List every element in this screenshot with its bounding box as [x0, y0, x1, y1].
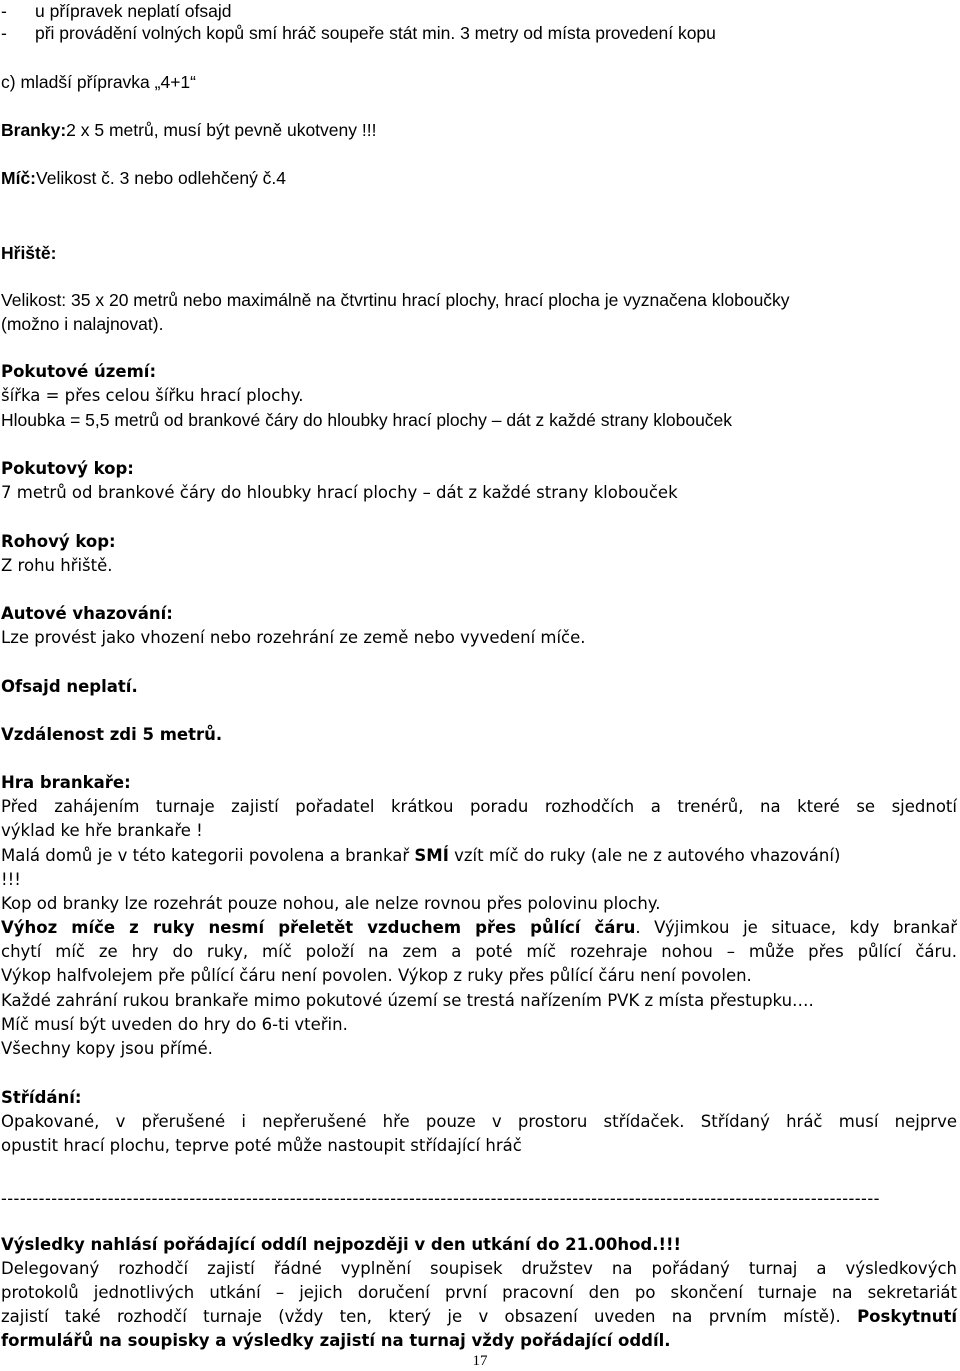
pokutove-uzemi-text: Hloubka = 5,5 metrů od brankové čáry do hloubky hrací plochy – dát z každé strany klobouček: [1, 410, 733, 430]
text-run-bold: Poskytnutí: [857, 1307, 957, 1326]
hra-brankare-text: Všechny kopy jsou přímé.: [1, 1039, 213, 1058]
text-run: Malá domů je v této kategorii povolena a brankař: [1, 846, 415, 865]
category-heading: c) mladší přípravka „4+1“: [1, 72, 196, 92]
hra-brankare-text: Před zahájením turnaje zajistí pořadatel krátkou poradu rozhodčích a trenérů, na které se sjednotí: [1, 797, 957, 816]
hra-brankare-heading: Hra brankaře:: [1, 773, 131, 792]
mic-value: Velikost č. 3 nebo odlehčený č.4: [36, 168, 287, 188]
rohovy-kop-text: Z rohu hřiště.: [1, 556, 113, 575]
hra-brankare-text: Každé zahrání rukou brankaře mimo pokutové území se trestá nařízením PVK z místa přestupku….: [1, 991, 814, 1010]
hriste-text: Velikost: 35 x 20 metrů nebo maximálně na čtvrtinu hrací plochy, hrací plocha je vyznačena kloboučky: [1, 290, 790, 310]
bullet-dash: -: [1, 23, 7, 43]
autove-vhazovani-heading: Autové vhazování:: [1, 604, 173, 623]
vysledky-text: [1, 1306, 957, 1328]
vysledky-text: protokolů jednotlivých utkání – jejich doručení první pracovní den po skončení turnaje na sekretariát: [1, 1283, 957, 1302]
hra-brankare-text: [1, 917, 957, 939]
bullet-dash: -: [1, 1, 7, 21]
mic-line: [1, 167, 286, 189]
bullet-item: [1, 22, 716, 44]
pokutovy-kop-heading: Pokutový kop:: [1, 459, 134, 478]
rohovy-kop-heading: Rohový kop:: [1, 532, 116, 551]
bullet-text: u přípravek neplatí ofsajd: [35, 1, 232, 21]
hra-brankare-text: Výkop halfvolejem pře půlící čáru není povolen. Výkop z ruky přes půlící čáru není povolen.: [1, 966, 752, 985]
text-run: . Výjimkou je situace, kdy brankař: [635, 918, 957, 937]
hriste-heading: Hřiště:: [1, 243, 57, 263]
branky-value: 2 x 5 metrů, musí být pevně ukotveny !!!: [66, 120, 377, 140]
stridani-text: opustit hrací plochu, teprve poté může nastoupit střídající hráč: [1, 1136, 522, 1155]
stridani-heading: Střídání:: [1, 1088, 82, 1107]
hra-brankare-text: !!!: [1, 870, 21, 889]
text-run-bold: Výhoz míče z ruky nesmí přeletět vzduchem přes půlící čáru: [1, 918, 636, 937]
vysledky-heading: Výsledky nahlásí pořádající oddíl nejpozději v den utkání do 21.00hod.!!!: [1, 1235, 682, 1254]
hriste-text: (možno i nalajnovat).: [1, 314, 164, 334]
pokutove-uzemi-heading: Pokutové území:: [1, 362, 157, 381]
branky-label: Branky:: [1, 120, 67, 140]
vysledky-text: Delegovaný rozhodčí zajistí řádné vyplnění soupisek družstev na pořádaný turnaj a výsledkových: [1, 1259, 957, 1278]
vysledky-text: formulářů na soupisky a výsledky zajistí na turnaj vždy pořádající oddíl.: [1, 1331, 671, 1350]
autove-vhazovani-text: Lze provést jako vhození nebo rozehrání ze země nebo vyvedení míče.: [1, 628, 586, 647]
mic-label: Míč:: [1, 168, 36, 188]
pokutovy-kop-text: 7 metrů od brankové čáry do hloubky hrací plochy – dát z každé strany klobouček: [1, 483, 678, 502]
bullet-text: při provádění volných kopů smí hráč soupeře stát min. 3 metry od místa provedení kopu: [35, 23, 716, 43]
text-run: zajistí také rozhodčí turnaje (vždy ten, který je v obsazení uveden na prvním místě).: [1, 1307, 858, 1326]
hra-brankare-text: výklad ke hře brankaře !: [1, 821, 203, 840]
pokutove-uzemi-text: šířka = přes celou šířku hrací plochy.: [1, 386, 304, 405]
hra-brankare-text: Kop od branky lze rozehrát pouze nohou, ale nelze rovnou přes polovinu plochy.: [1, 894, 661, 913]
branky-line: [1, 119, 376, 141]
text-run-bold: SMÍ: [414, 846, 449, 865]
vzdalenost-rule: Vzdálenost zdi 5 metrů.: [1, 725, 223, 744]
text-run: vzít míč do ruky (ale ne z autového vhazování): [448, 846, 841, 865]
hra-brankare-text: chytí míč ze hry do ruky, míč položí na zem a poté míč rozehraje nohou – může přes půlící čáru.: [1, 942, 957, 961]
separator-line: --------------------------------------------------------------------------------------------------------------------------------------------: [1, 1188, 880, 1208]
ofsajd-rule: Ofsajd neplatí.: [1, 677, 138, 696]
hra-brankare-text: Míč musí být uveden do hry do 6-ti vteřin.: [1, 1015, 348, 1034]
hra-brankare-text: [1, 845, 840, 867]
page-number: 17: [472, 1353, 488, 1369]
bullet-item: [1, 0, 232, 22]
stridani-text: Opakované, v přerušené i nepřerušené hře pouze v prostoru střídaček. Střídaný hráč musí nejprve: [1, 1112, 957, 1131]
